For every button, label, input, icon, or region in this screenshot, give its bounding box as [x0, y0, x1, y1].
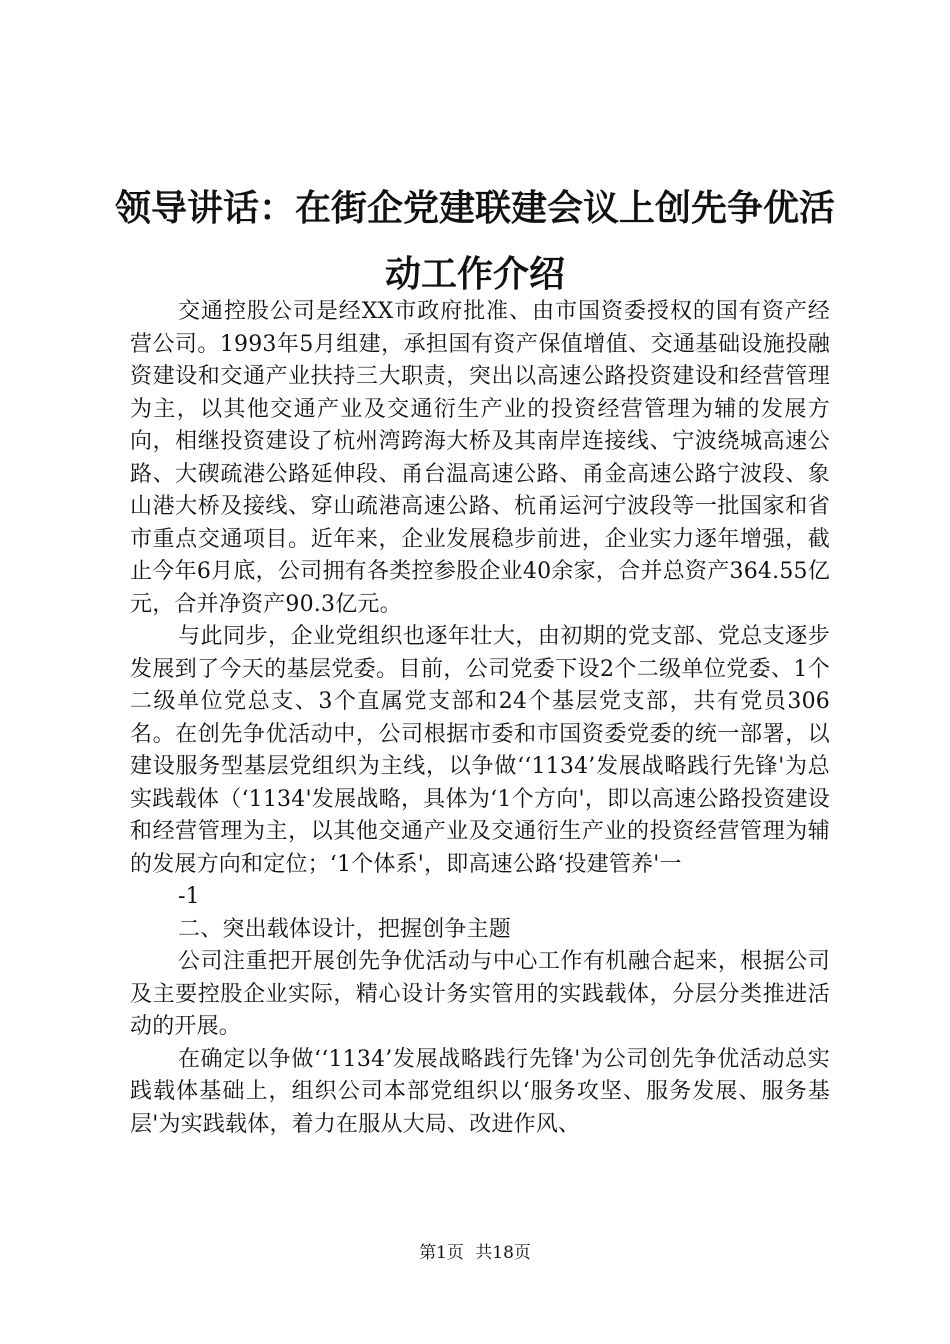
paragraph-integration: 公司注重把开展创先争优活动与中心工作有机融合起来，根据公司及主要控股企业实际，精心设计务实管用的实践载体，分层分类推进活动的开展。 — [130, 949, 830, 1039]
page-number: 第1页 — [419, 1243, 464, 1263]
paragraph-carrier: 在确定以争做‘‘1134’发展战略践行先锋'为公司创先争优活动总实践载体基础上，组织公司本部党组织以‘服务攻坚、服务发展、服务基层'为实践载体，着力在服从大局、改进作风、 — [130, 1046, 830, 1137]
title-line-1: 领导讲话：在街企党建联建会议上创先争优活 — [114, 188, 835, 229]
section-heading: 二、突出载体设计，把握创争主题 — [178, 916, 512, 942]
paragraph-company-intro: 交通控股公司是经XX市政府批准、由市国资委授权的国有资产经营公司。1993年5月组建，承担国有资产保值增值、交通基础设施投融资建设和交通产业扶持三大职责，突出以高速公路投资建设和经营管理为主，以其他交通产业及交通衍生产业的投资经营管理为辅的发展方向，相继投资建设了杭州湾跨海大桥及其南岸连接线、宁波绕城高速公路、大碶疏港公路延伸段、甬台温高速公路、甬金高速公路宁波段、象山港大桥及接线、穿山疏港高速公路、杭甬运河宁波段等一批国家和省市重点交通项目。近年来，企业发展稳步前进，企业实力逐年增强，截止今年6月底，公司拥有各类控参股企业40余家，合并总资产364.55亿元，合并净资产90.3亿元。 — [130, 299, 830, 617]
page-fragment-number: -1 — [178, 884, 200, 909]
document-title — [110, 176, 840, 308]
paragraph-party-organization: 与此同步，企业党组织也逐年壮大，由初期的党支部、党总支逐步发展到了今天的基层党委。目前，公司党委下设2个二级单位党委、1个二级单位党总支、3个直属党支部和24个基层党支部，共有党员306名。在创先争优活动中，公司根据市委和市国资委党委的统一部署，以建设服务型基层党组织为主线，以争做‘‘1134’发展战略践行先锋'为总实践载体（‘1134'发展战略，具体为‘1个方向'，即以高速公路投资建设和经营管理为主，以其他交通产业及交通衍生产业的投资经营管理为辅的发展方向和定位；‘1个体系'，即高速公路‘投建管养'一 — [130, 624, 830, 877]
document-body — [130, 296, 830, 1141]
page-footer — [0, 1241, 950, 1265]
page-total: 共18页 — [475, 1243, 531, 1263]
title-line-2: 动工作介绍 — [384, 254, 565, 295]
